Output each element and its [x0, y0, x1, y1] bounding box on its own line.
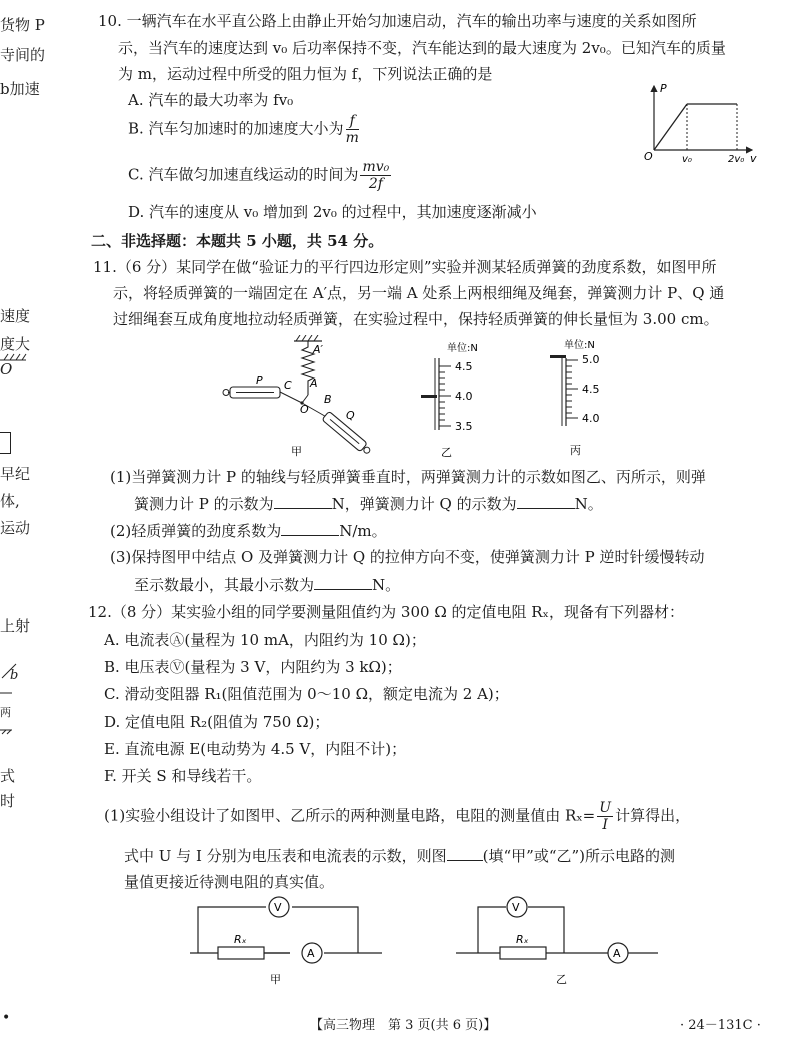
scale-tick-label: 4.5 [582, 383, 600, 396]
margin-fragment: 两 [0, 706, 11, 719]
string-to-p [280, 392, 302, 403]
label-b: B [324, 393, 332, 406]
margin-slash [0, 662, 20, 680]
margin-fragment: 寺间的 [0, 46, 46, 64]
q12-circuit-jia [186, 893, 386, 988]
label-a: A [310, 377, 318, 390]
graph-origin-label: O [644, 150, 653, 163]
margin-fragment: 货物 P [0, 16, 45, 34]
fraction-denominator: 2f [368, 176, 383, 192]
label-c: C [284, 379, 292, 392]
q11-part-1-line-2 [134, 493, 603, 514]
q12-item: C. 滑动变阻器 R₁(阻值范围为 0～10 Ω，额定电流为 2 A)； [104, 685, 509, 703]
margin-hatch [0, 352, 28, 362]
margin-fragment: 上射 [0, 617, 31, 635]
q12-stem: 12.（8 分）某实验小组的同学要测量阻值约为 300 Ω 的定值电阻 Rₓ，现备有下列器材： [88, 603, 684, 621]
answer-blank[interactable] [274, 494, 332, 509]
q10-option-c [128, 160, 393, 191]
ammeter-label: A [307, 947, 315, 960]
section-heading: 二、非选择题：本题共 5 小题，共 54 分。 [91, 232, 384, 250]
scale-tick-label: 4.0 [582, 412, 600, 425]
figure-caption: 丙 [570, 444, 581, 457]
text: N。 [574, 495, 603, 513]
margin-box [0, 432, 11, 454]
q11-figure-bing-scale [542, 338, 622, 458]
graph-ramp-line [654, 104, 687, 150]
text: 至示数最小，其最小示数为 [134, 576, 315, 594]
label-a-prime: A′ [313, 343, 324, 356]
scale-tick-label: 3.5 [455, 420, 473, 433]
circuit-caption: 乙 [556, 973, 567, 986]
answer-blank[interactable] [314, 575, 372, 590]
q12-item: B. 电压表Ⓥ(量程为 3 V，内阻约为 3 kΩ)； [104, 658, 402, 676]
margin-fragment: 时 [0, 792, 16, 810]
q11-part-3-line-1: (3)保持图甲中结点 O 及弹簧测力计 Q 的拉伸方向不变，使弹簧测力计 P 逆时针缓慢转动 [110, 548, 705, 566]
text: N。 [372, 576, 401, 594]
voltmeter-label: V [274, 901, 282, 914]
fraction [360, 160, 391, 191]
text: (填“甲”或“乙”)所示电路的测 [482, 847, 676, 865]
resistor-rx [218, 947, 264, 959]
fraction [346, 114, 359, 145]
margin-fragment: 早纪 [0, 465, 31, 483]
margin-fragment: O [0, 360, 13, 378]
ammeter-label: A [613, 947, 621, 960]
fraction-denominator: I [602, 817, 608, 833]
q11-figure-jia [222, 335, 387, 460]
label-p: P [256, 374, 263, 387]
scale-ticks [439, 366, 451, 426]
margin-fragment: 速度 [0, 307, 31, 325]
margin-dash [0, 690, 14, 696]
q12-item: D. 定值电阻 R₂(阻值为 750 Ω)； [104, 713, 330, 731]
fraction-numerator: f [346, 114, 359, 130]
q10-stem-line-3: 为 m，运动过程中所受的阻力恒为 f，下列说法正确的是 [118, 65, 493, 83]
scale-tick-label: 5.0 [582, 353, 600, 366]
q12-part-1-line-1 [104, 801, 690, 832]
margin-dot: • [2, 1010, 11, 1026]
q10-power-velocity-graph [640, 80, 760, 166]
margin-hatch-small [0, 728, 14, 736]
page-footer-center: 【高三物理 第 3 页(共 6 页)】 [310, 1018, 497, 1033]
q11-stem-line-2: 示，将轻质弹簧的一端固定在 A′点，另一端 A 处系上两根细绳及绳套，弹簧测力计 P、Q 通 [113, 284, 725, 302]
margin-fragment: 度大 [0, 335, 31, 353]
label-o: O [300, 403, 309, 416]
fraction-numerator: mv₀ [362, 159, 390, 175]
circuit-caption: 甲 [270, 973, 281, 986]
margin-fragment: 式 [0, 767, 16, 785]
resistor-label: Rₓ [234, 933, 247, 946]
answer-blank[interactable] [281, 521, 339, 536]
margin-fragment: b加速 [0, 80, 40, 98]
q10-option-b-text: B. 汽车匀加速时的加速度大小为 [128, 119, 344, 138]
q11-stem-line-3: 过细绳套互成角度地拉动轻质弹簧，在实验过程中，保持轻质弹簧的伸长量恒为 3.00 cm。 [113, 310, 719, 328]
margin-fragment: b [10, 668, 19, 683]
text: (1)实验小组设计了如图甲、乙所示的两种测量电路，电阻的测量值由 Rₓ= [104, 806, 596, 825]
page-footer-code: · 24－131C · [680, 1018, 761, 1033]
q11-part-1-line-1: (1)当弹簧测力计 P 的轴线与轻质弹簧垂直时，两弹簧测力计的示数如图乙、丙所示，则弹 [110, 468, 706, 486]
q10-option-b [128, 114, 361, 145]
label-q: Q [346, 409, 355, 422]
text: N/m。 [339, 522, 387, 540]
q12-part-1-line-2 [124, 845, 675, 866]
text: N，弹簧测力计 Q 的示数为 [331, 495, 517, 513]
q10-stem-line-1: 10. 一辆汽车在水平直公路上由静止开始匀加速启动，汽车的输出功率与速度的关系如图所 [98, 12, 697, 30]
scale-tick-label: 4.0 [455, 390, 473, 403]
voltmeter-label: V [512, 901, 520, 914]
answer-blank[interactable] [517, 494, 575, 509]
fraction-numerator: U [599, 800, 612, 816]
q10-option-d: D. 汽车的速度从 v₀ 增加到 2v₀ 的过程中，其加速度逐渐减小 [128, 203, 537, 221]
scale-pointer [550, 355, 566, 358]
resistor-rx [500, 947, 546, 959]
graph-x-label: v [750, 152, 757, 165]
graph-tick-v0: v₀ [682, 154, 692, 165]
figure-caption: 甲 [291, 445, 302, 458]
q11-part-3-line-2 [134, 574, 400, 595]
fraction [597, 801, 613, 832]
graph-y-label: P [660, 82, 667, 95]
q11-stem-line-1: 11.（6 分）某同学在做“验证力的平行四边形定则”实验并测某轻质弹簧的劲度系数，如图甲所 [93, 258, 717, 276]
scale-tick-label: 4.5 [455, 360, 473, 373]
spring-scale-p [223, 387, 280, 398]
scale-pointer [421, 395, 437, 398]
text: (2)轻质弹簧的劲度系数为 [110, 522, 282, 540]
margin-fragment: 体, [0, 492, 20, 510]
q10-option-a: A. 汽车的最大功率为 fv₀ [128, 91, 294, 109]
q11-figure-yi-scale [415, 338, 495, 458]
scale-unit: 单位:N [564, 340, 595, 351]
q12-part-1-line-3: 量值更接近待测电阻的真实值。 [124, 873, 335, 891]
margin-fragment: 运动 [0, 519, 31, 537]
text: 计算得出， [615, 806, 691, 825]
scale-ticks [566, 360, 578, 418]
q10-stem-line-2: 示，当汽车的速度达到 v₀ 后功率保持不变，汽车能达到的最大速度为 2v₀。已知汽车的质量 [118, 39, 726, 57]
q12-item: A. 电流表Ⓐ(量程为 10 mA，内阻约为 10 Ω)； [104, 631, 426, 649]
scale-unit: 单位:N [447, 343, 478, 354]
resistor-label: Rₓ [516, 933, 529, 946]
q10-option-c-text: C. 汽车做匀加速直线运动的时间为 [128, 165, 359, 184]
fraction-denominator: m [345, 130, 359, 146]
q12-item: F. 开关 S 和导线若干。 [104, 767, 262, 785]
graph-tick-2v0: 2v₀ [728, 154, 745, 165]
q12-circuit-yi [452, 893, 662, 988]
answer-blank[interactable] [447, 846, 483, 861]
text: 式中 U 与 I 分别为电压表和电流表的示数，则图 [124, 847, 447, 865]
text: 簧测力计 P 的示数为 [134, 495, 274, 513]
figure-caption: 乙 [441, 446, 452, 458]
q12-item: E. 直流电源 E(电动势为 4.5 V，内阻不计)； [104, 740, 407, 758]
q11-part-2 [110, 520, 387, 541]
